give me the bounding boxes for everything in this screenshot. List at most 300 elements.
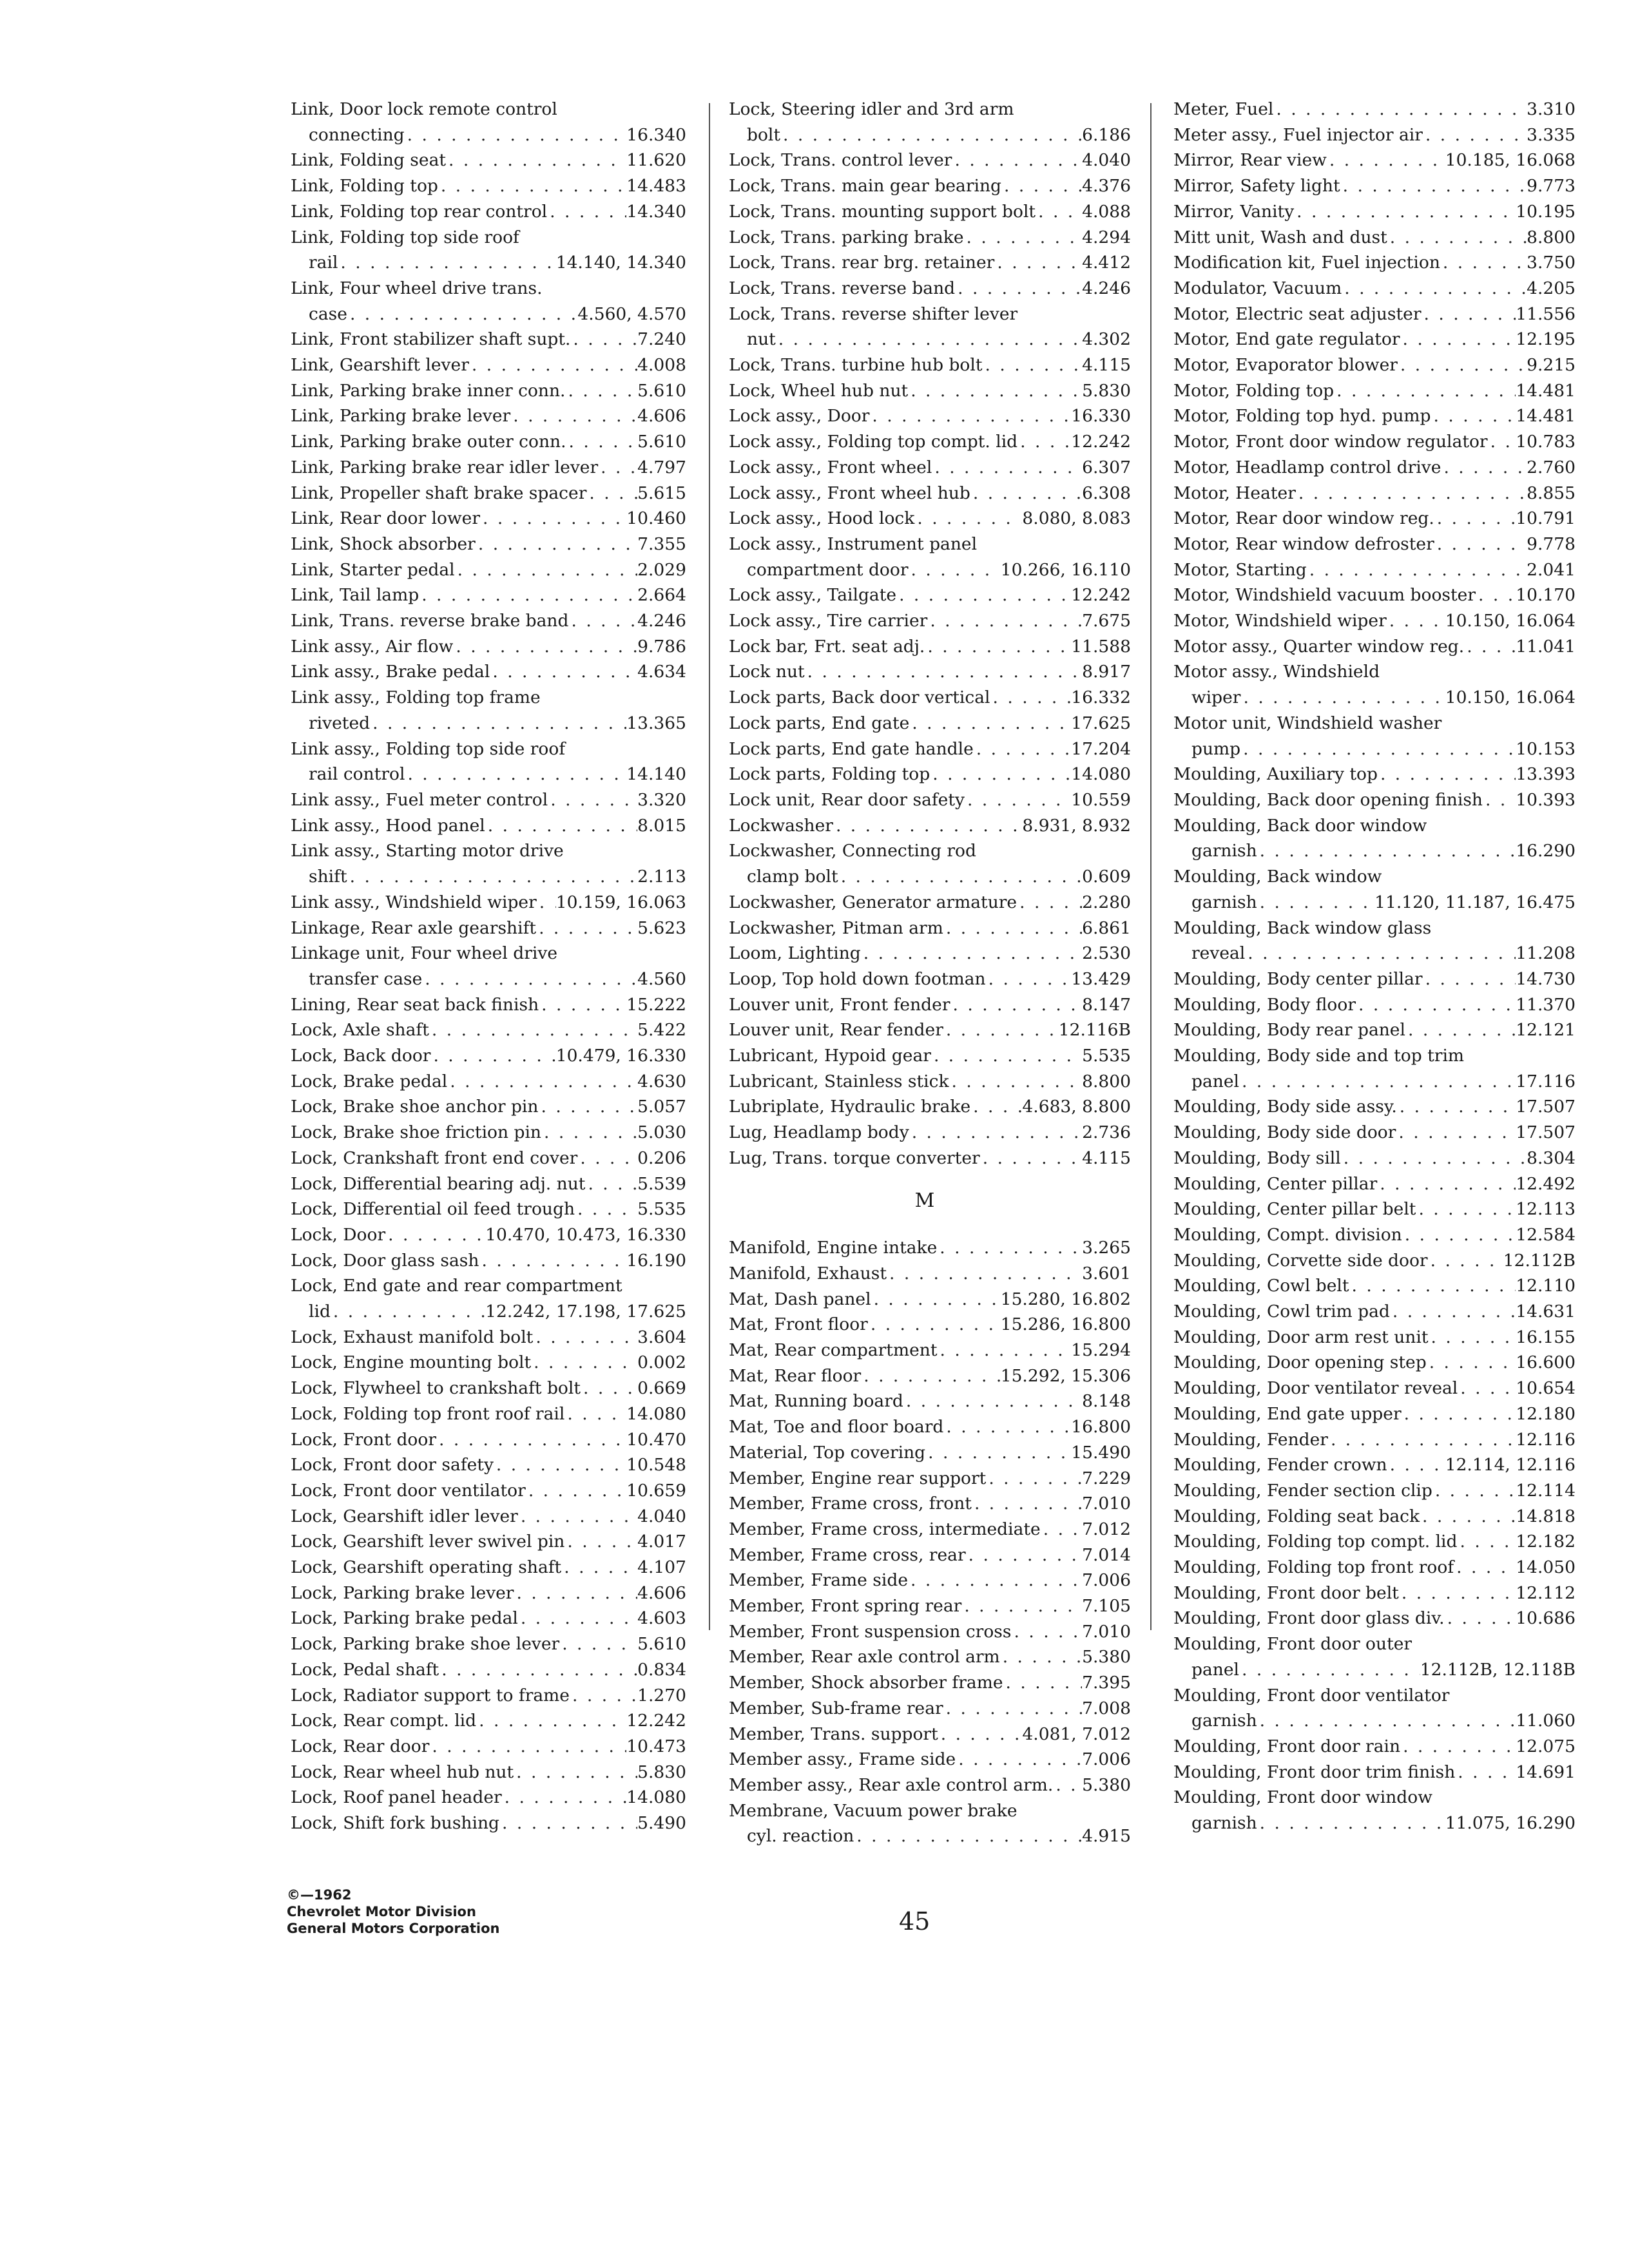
dot-leader [469,352,637,378]
entry-page-reference: 7.006 [1082,1570,1131,1591]
index-entry [1163,1478,1576,1504]
entry-page-reference: 2.760 [1527,457,1576,477]
index-entry [1163,992,1576,1018]
dot-leader [950,992,1083,1018]
index-entry [280,890,686,916]
index-entry [718,1722,1131,1747]
entry-term: Member, Rear axle control arm [729,1647,1000,1667]
entry-term: Moulding, Fender crown [1173,1455,1387,1475]
entry-page-reference: 14.080 [626,1787,686,1808]
index-entry [718,1414,1131,1440]
dot-leader [499,1811,637,1836]
entry-page-reference: 4.560, 4.570 [577,303,686,324]
index-entry [280,916,686,941]
entry-term: Motor, End gate regulator [1173,329,1400,350]
entry-page-reference: 4.412 [1082,253,1131,273]
index-entry-continuation [280,250,686,276]
index-entry [1163,1299,1576,1325]
dot-leader [914,506,1022,532]
entry-term: Link, Gearshift lever [291,355,469,376]
entry-page-reference: 5.535 [1082,1046,1131,1066]
entry-term: Link, Tail lamp [291,585,419,606]
index-entry [1163,250,1576,276]
entry-page-reference: 12.242 [1071,432,1131,452]
index-entry [718,1094,1131,1120]
entry-term: clamp bolt [747,867,838,887]
dot-leader [1434,506,1516,532]
entry-term: Link, Parking brake lever [291,406,511,427]
entry-term: Lock assy., Front wheel [729,457,932,477]
entry-page-reference: 11.060 [1516,1711,1576,1731]
index-entry [1163,1222,1576,1248]
dot-leader [586,481,637,506]
entry-page-reference: 4.294 [1082,227,1131,247]
dot-leader [585,1171,637,1197]
entry-page-reference: 10.479, 16.330 [555,1046,686,1066]
dot-leader [871,1287,1001,1312]
entry-term: Link, Parking brake outer conn. [291,432,566,452]
entry-term: compartment door [747,559,909,580]
entry-page-reference: 10.150, 16.064 [1445,611,1576,631]
entry-term: Lock, Parking brake shoe lever [291,1634,560,1655]
entry-page-reference: 10.473 [626,1736,686,1756]
dot-leader [385,1222,485,1248]
index-entry [718,1261,1131,1287]
entry-page-reference: 9.786 [637,636,686,657]
dot-leader [510,403,637,429]
copyright-line: Chevrolet Motor Division [287,1904,476,1919]
entry-page-reference: 5.490 [637,1813,686,1834]
entry-page-reference: 4.683, 8.800 [1022,1097,1131,1117]
entry-page-reference: 10.185, 16.068 [1445,150,1576,171]
entry-term: Lock, Rear compt. lid [291,1711,477,1731]
entry-term: Lock, Front door safety [291,1455,494,1475]
dot-leader [1400,1734,1516,1760]
dot-leader [476,1708,626,1734]
entry-term: Link assy., Brake pedal [291,662,490,682]
index-entry-continuation [280,966,686,992]
index-entry [718,711,1131,736]
entry-page-reference: 5.380 [1082,1775,1131,1795]
entry-page-reference: 5.422 [637,1020,686,1041]
copyright-line: ©—1962 [287,1887,352,1903]
entry-term: Mat, Front floor [729,1314,868,1335]
index-entry [1163,1146,1576,1171]
entry-page-reference: 10.460 [626,508,686,529]
entry-page-reference: 3.310 [1527,99,1576,119]
entry-term: Lock parts, Back door vertical [729,687,990,708]
index-entry [718,250,1131,276]
index-entry [718,608,1131,634]
entry-page-reference: 11.370 [1516,994,1576,1015]
dot-leader [854,1823,1082,1849]
entry-term: Moulding, Front door trim finish [1173,1762,1456,1782]
index-entry-continuation [718,1823,1131,1849]
dot-leader [577,1146,637,1171]
dot-leader [438,173,626,199]
entry-term: Link, Folding top rear control [291,201,548,222]
entry-term: Moulding, Door opening step [1173,1352,1427,1373]
entry-term: Lock assy., Tire carrier [729,611,928,631]
page-number: 45 [899,1907,930,1936]
entry-term: Moulding, Cowl trim pad [1173,1302,1390,1322]
entry-page-reference: 4.630 [637,1071,686,1091]
entry-page-reference: 4.081, 7.012 [1022,1724,1131,1744]
entry-term: Link, Starter pedal [291,559,455,580]
dot-leader [347,864,638,890]
dot-leader [1428,1248,1503,1274]
index-entry [280,813,686,839]
dot-leader [1441,455,1527,481]
entry-page-reference: 11.120, 11.187, 16.475 [1374,892,1576,912]
entry-term: Motor, Windshield vacuum booster [1173,585,1476,606]
entry-page-reference: 7.010 [1082,1494,1131,1514]
dot-leader [986,1466,1082,1492]
index-entry [280,1504,686,1530]
index-entry [280,352,686,378]
dot-leader [869,403,1071,429]
entry-page-reference: 7.105 [1082,1596,1131,1617]
entry-page-reference: 5.610 [637,380,686,401]
index-entry [1163,1171,1576,1197]
entry-term: Moulding, Back window glass [1173,918,1432,938]
entry-page-reference: 10.791 [1516,508,1576,529]
index-entry [280,1325,686,1350]
entry-term: Lubricant, Stainless stick [729,1071,949,1091]
index-entry [280,1094,686,1120]
entry-term: Lock, Trans. main gear bearing [729,176,1002,197]
dot-leader [925,1440,1071,1466]
index-entry [718,634,1131,660]
entry-page-reference: 8.015 [637,815,686,836]
entry-page-reference: 10.559 [1071,789,1131,810]
entry-page-reference: 12.110 [1516,1276,1576,1296]
index-entry [1163,1683,1576,1709]
index-entry [280,1120,686,1146]
entry-term: Meter assy., Fuel injector air [1173,124,1423,145]
index-entry [718,1440,1131,1466]
entry-page-reference: 10.150, 16.064 [1445,687,1576,708]
entry-term: Moulding, Compt. division [1173,1224,1402,1245]
dot-leader [972,1491,1082,1517]
entry-term: wiper [1191,687,1241,708]
entry-term: Lock assy., Folding top compt. lid [729,432,1018,452]
index-entry [718,736,1131,762]
dot-leader [833,813,1022,839]
index-entry [280,1811,686,1836]
entry-page-reference: 8.800 [1082,1071,1131,1091]
index-entry [1163,1427,1576,1453]
entry-term: Link, Folding top side roof [291,227,519,247]
index-column-2 [718,97,1131,1849]
index-entry-continuation [280,711,686,736]
index-entry [718,506,1131,532]
entry-term: Lock assy., Instrument panel [729,533,978,554]
entry-page-reference: 12.113 [1516,1199,1576,1220]
dot-leader [1000,1644,1082,1670]
entry-term: Lock, Crankshaft front end cover [291,1148,578,1168]
index-entry-continuation [280,864,686,890]
entry-page-reference: 16.290 [1516,841,1576,861]
entry-term: Link, Folding top [291,176,438,197]
dot-leader [490,659,637,685]
entry-term: rail control [309,764,405,785]
index-entry-continuation [1163,1708,1576,1734]
entry-page-reference: 4.040 [637,1506,686,1526]
dot-leader [533,1325,637,1350]
dot-leader [548,787,637,813]
entry-term: Moulding, Fender section clip [1173,1480,1432,1501]
dot-leader [1398,352,1527,378]
index-entry [280,1478,686,1504]
entry-page-reference: 9.778 [1527,533,1576,554]
dot-leader [896,582,1071,608]
index-entry [1163,199,1576,225]
dot-leader [453,634,637,660]
entry-page-reference: 8.304 [1527,1148,1576,1168]
index-entry [280,1581,686,1606]
index-entry [718,992,1131,1018]
entry-term: Link assy., Fuel meter control [291,789,548,810]
index-entry [718,97,1131,122]
dot-leader [1377,1171,1516,1197]
index-entry [280,1734,686,1760]
entry-page-reference: 4.915 [1082,1826,1131,1847]
entry-term: Manifold, Exhaust [729,1263,887,1283]
entry-page-reference: 4.205 [1527,278,1576,298]
entry-page-reference: 0.669 [637,1378,686,1399]
index-entry [1163,1248,1576,1274]
dot-leader [1387,1452,1445,1478]
dot-leader [1427,1350,1516,1376]
entry-term: Motor unit, Windshield washer [1173,713,1442,733]
entry-term: Lock, Trans. parking brake [729,227,964,247]
entry-term: garnish [1191,892,1257,912]
dot-leader [1036,199,1082,225]
entry-page-reference: 16.600 [1516,1352,1576,1373]
dot-leader [961,1593,1082,1619]
index-entry [280,1683,686,1709]
entry-term: Lock, Back door [291,1046,431,1066]
index-entry [1163,557,1576,583]
dot-leader [943,1696,1082,1722]
entry-page-reference: 3.335 [1527,124,1576,145]
index-entry [718,966,1131,992]
index-entry [1163,481,1576,506]
dot-leader [1399,1581,1516,1606]
dot-leader [1390,1299,1516,1325]
index-entry [1163,1555,1576,1581]
dot-leader [429,1734,626,1760]
dot-leader [965,787,1071,813]
index-entry [280,1606,686,1631]
entry-term: Motor, Folding top hyd. pump [1173,406,1431,427]
entry-term: panel [1191,1071,1239,1091]
index-entry [718,1043,1131,1069]
index-entry [280,199,686,225]
index-entry-continuation [718,327,1131,352]
entry-page-reference: 10.170 [1516,585,1576,606]
entry-term: Modification kit, Fuel injection [1173,253,1440,273]
index-entry [718,173,1131,199]
index-entry [1163,1785,1576,1811]
dot-leader [405,762,626,787]
dot-leader [538,1094,637,1120]
dot-leader [1387,225,1527,251]
entry-page-reference: 9.215 [1527,355,1576,376]
entry-page-reference: 2.736 [1082,1122,1131,1143]
index-entry [1163,1581,1576,1606]
dot-leader [868,1312,1001,1338]
index-entry [1163,1529,1576,1555]
dot-leader [518,1504,637,1530]
entry-term: Moulding, Cowl belt [1173,1276,1349,1296]
entry-page-reference: 4.376 [1082,176,1131,197]
entry-page-reference: 5.535 [637,1199,686,1220]
dot-leader [861,941,1082,966]
entry-page-reference: 8.917 [1082,662,1131,682]
index-entry [1163,378,1576,404]
index-entry [718,813,1131,839]
index-entry [718,685,1131,711]
index-entry [1163,276,1576,302]
index-entry [280,1785,686,1811]
entry-page-reference: 3.320 [637,789,686,810]
entry-term: Member assy., Rear axle control arm. [729,1775,1054,1795]
entry-term: Lug, Headlamp body [729,1122,909,1143]
entry-term: riveted [309,713,371,733]
dot-leader [1307,557,1527,583]
index-entry [1163,302,1576,327]
entry-term: Lock nut [729,662,805,682]
dot-leader [1464,634,1516,660]
index-entry [718,481,1131,506]
entry-page-reference: 2.029 [637,559,686,580]
entry-page-reference: 12.182 [1516,1532,1576,1552]
index-entry-continuation [718,122,1131,148]
entry-term: Moulding, Front door ventilator [1173,1685,1450,1706]
dot-leader [494,1452,626,1478]
entry-term: Member, Shock absorber frame [729,1673,1003,1693]
index-entry [718,890,1131,916]
entry-term: Mat, Rear compartment [729,1340,938,1361]
entry-term: Moulding, Door ventilator reveal [1173,1378,1458,1399]
index-entry [280,634,686,660]
entry-term: Lock assy., Door [729,406,870,427]
entry-term: lid [309,1302,331,1322]
index-entry [280,1222,686,1248]
entry-term: Lock, Door [291,1224,386,1245]
entry-page-reference: 17.507 [1516,1097,1576,1117]
index-entry [1163,916,1576,941]
entry-page-reference: 5.380 [1082,1647,1131,1667]
entry-page-reference: 4.017 [637,1532,686,1552]
entry-term: Mat, Dash panel [729,1289,871,1309]
dot-leader [955,276,1082,302]
dot-leader [1458,1376,1516,1401]
index-entry [718,1670,1131,1696]
index-entry-continuation [1163,685,1576,711]
dot-leader [930,762,1071,787]
entry-page-reference: 12.112B [1503,1250,1576,1271]
entry-page-reference: 4.107 [637,1557,686,1578]
entry-term: Lock, Shift fork bushing [291,1813,499,1834]
dot-leader [943,1017,1059,1043]
entry-page-reference: 8.147 [1082,994,1131,1015]
dot-leader [1402,1222,1516,1248]
entry-term: Motor, Electric seat adjuster [1173,303,1422,324]
entry-page-reference: 14.631 [1516,1302,1576,1322]
entry-page-reference: 4.603 [637,1608,686,1629]
entry-page-reference: 7.012 [1082,1519,1131,1539]
entry-term: Lining, Rear seat back finish [291,994,539,1015]
index-entry [718,916,1131,941]
entry-page-reference: 14.140 [626,764,686,785]
entry-page-reference: 15.222 [626,994,686,1015]
dot-leader [526,1478,626,1504]
index-column-3 [1163,97,1576,1836]
dot-leader [1396,1120,1516,1146]
entry-page-reference: 10.195 [1516,201,1576,222]
entry-term: Member, Sub-frame rear [729,1698,943,1718]
index-entry [1163,1401,1576,1427]
dot-leader [370,711,626,736]
entry-term: Moulding, Folding top compt. lid [1173,1532,1458,1552]
index-entry [718,1696,1131,1722]
entry-page-reference: 15.286, 16.800 [1000,1314,1131,1335]
dot-leader [927,608,1082,634]
entry-term: Link, Parking brake inner conn. [291,380,566,401]
index-entry-continuation [718,557,1131,583]
entry-page-reference: 12.121 [1516,1020,1576,1041]
dot-leader [1240,685,1445,711]
entry-term: Lock, Trans. reverse band [729,278,956,298]
dot-leader [1294,199,1516,225]
dot-leader [1458,1529,1516,1555]
dot-leader [518,1606,637,1631]
index-entry [280,225,686,251]
entry-page-reference: 15.280, 16.802 [1000,1289,1131,1309]
dot-leader [1328,1427,1516,1453]
index-entry-continuation [1163,941,1576,966]
entry-term: Motor, Headlamp control drive [1173,457,1441,477]
entry-term: Link, Propeller shaft brake spacer [291,483,587,503]
entry-term: Moulding, Center pillar [1173,1173,1378,1194]
entry-page-reference: 10.159, 16.063 [555,892,686,912]
entry-page-reference: 8.855 [1527,483,1576,503]
entry-term: panel [1191,1659,1239,1680]
entry-term: Link, Shock absorber [291,533,476,554]
index-entry [718,1568,1131,1593]
dot-leader [570,327,637,352]
entry-page-reference: 5.615 [637,483,686,503]
entry-page-reference: 4.115 [1082,1148,1131,1168]
entry-term: Lock, Trans. rear brg. retainer [729,253,995,273]
dot-leader [980,1146,1082,1171]
entry-term: Moulding, Folding seat back [1173,1506,1420,1526]
dot-leader [1239,1069,1516,1095]
entry-page-reference: 12.242, 17.198, 17.625 [485,1302,686,1322]
entry-page-reference: 11.041 [1516,636,1576,657]
entry-page-reference: 4.606 [637,406,686,427]
dot-leader [1342,276,1527,302]
index-entry [1163,659,1576,685]
entry-page-reference: 17.204 [1071,738,1131,759]
dot-leader [903,1389,1082,1414]
entry-term: Moulding, Door arm rest unit [1173,1327,1429,1347]
entry-term: Link assy., Starting motor drive [291,841,564,861]
index-entry [280,1017,686,1043]
